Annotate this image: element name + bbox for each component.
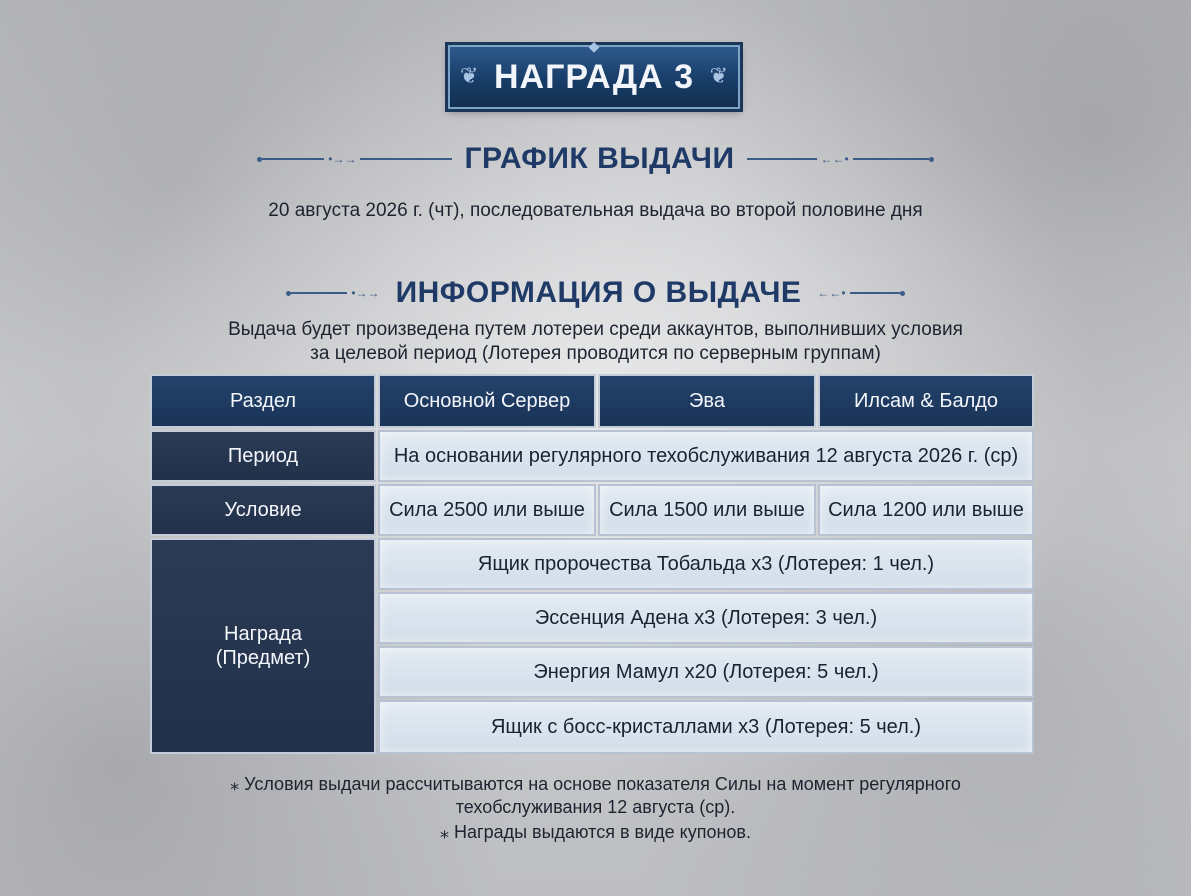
ornament-right-icon: ❦ [709, 63, 728, 88]
row-label-condition: Условие [150, 484, 376, 536]
schedule-date-text: 20 августа 2026 г. (чт), последовательная выдача во второй половине дня [268, 200, 923, 221]
schedule-heading [0, 142, 1191, 176]
info-heading-text: ИНФОРМАЦИЯ О ВЫДАЧЕ [395, 276, 802, 309]
reward-badge [448, 38, 740, 109]
row-label-period: Период [150, 430, 376, 482]
heading-divider-right-icon: ←←• [747, 152, 934, 166]
reward-item: Ящик пророчества Тобальда x3 (Лотерея: 1 чел.) [378, 538, 1034, 590]
reward-item: Ящик с босс-кристаллами x3 (Лотерея: 5 чел.) [378, 700, 1034, 754]
heading-divider-right-icon: ←←• [813, 286, 904, 300]
condition-eva: Сила 1500 или выше [598, 484, 816, 536]
schedule-heading-text: ГРАФИК ВЫДАЧИ [464, 142, 735, 175]
heading-divider-left-icon: •→→ [257, 152, 452, 166]
header-section: Раздел [150, 374, 376, 428]
ornament-left-icon: ❦ [460, 63, 479, 88]
footnote-coupons: ⁎ Награды выдаются в виде купонов. [440, 822, 751, 842]
info-heading [0, 276, 1191, 310]
footnote-condition: ⁎ Условия выдачи рассчитываются на основе показателя Силы на момент регулярного техобслуживания 12 августа (ср). [230, 774, 961, 817]
reward-item: Эссенция Адена x3 (Лотерея: 3 чел.) [378, 592, 1034, 644]
info-intro: Выдача будет произведена путем лотереи среди аккаунтов, выполнивших условия за целевой период (Лотерея проводится по серверным группам) [228, 319, 963, 364]
ornament-gem-icon: ◆ [588, 38, 600, 54]
period-value: На основании регулярного техобслуживания 12 августа 2026 г. (ср) [378, 430, 1034, 482]
header-ilsam-baldo: Илсам & Балдо [818, 374, 1034, 428]
reward-title: НАГРАДА 3 [493, 57, 695, 96]
heading-divider-left-icon: •→→ [286, 286, 383, 300]
row-label-reward: Награда (Предмет) [150, 538, 376, 754]
header-eva: Эва [598, 374, 816, 428]
reward-item: Энергия Мамул x20 (Лотерея: 5 чел.) [378, 646, 1034, 698]
header-main-server: Основной Сервер [378, 374, 596, 428]
condition-ilsam-baldo: Сила 1200 или выше [818, 484, 1034, 536]
condition-main-server: Сила 2500 или выше [378, 484, 596, 536]
